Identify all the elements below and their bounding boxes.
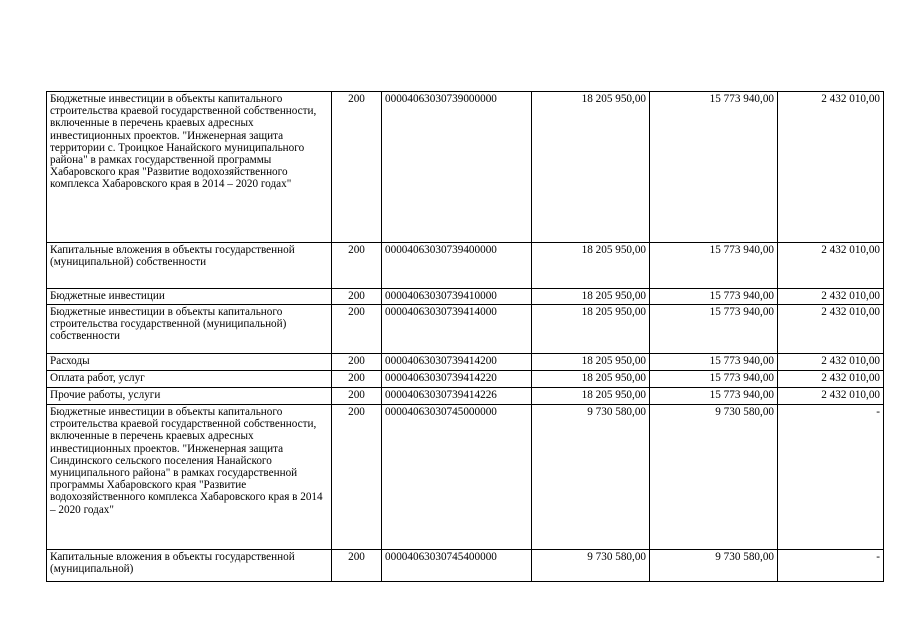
row-value2-cell: 15 773 940,00 [650, 92, 778, 243]
row-value3-cell: 2 432 010,00 [778, 243, 884, 289]
row-name-cell: Капитальные вложения в объекты государственной (муниципальной) собственности [47, 243, 332, 289]
row-csr-cell: 00004063030745000000 [382, 405, 532, 550]
row-value1-cell: 18 205 950,00 [532, 92, 650, 243]
row-name-cell: Бюджетные инвестиции в объекты капитального строительства государственной (муниципальной) собственности [47, 305, 332, 354]
row-value3-cell: - [778, 550, 884, 582]
row-value2-cell: 15 773 940,00 [650, 243, 778, 289]
row-csr-cell: 00004063030739414200 [382, 354, 532, 371]
row-value1-cell: 18 205 950,00 [532, 305, 650, 354]
row-code-cell: 200 [332, 92, 382, 243]
row-code-cell: 200 [332, 354, 382, 371]
row-value2-cell: 9 730 580,00 [650, 550, 778, 582]
row-value1-cell: 9 730 580,00 [532, 405, 650, 550]
row-code-cell: 200 [332, 305, 382, 354]
row-value3-cell: - [778, 405, 884, 550]
row-value3-cell: 2 432 010,00 [778, 289, 884, 305]
table-row [47, 243, 884, 289]
row-code-cell: 200 [332, 550, 382, 582]
row-value3-cell: 2 432 010,00 [778, 354, 884, 371]
row-value2-cell: 9 730 580,00 [650, 405, 778, 550]
row-csr-cell: 00004063030739410000 [382, 289, 532, 305]
row-name-cell: Оплата работ, услуг [47, 371, 332, 388]
row-code-cell: 200 [332, 405, 382, 550]
row-code-cell: 200 [332, 243, 382, 289]
row-code-cell: 200 [332, 289, 382, 305]
table-row [47, 371, 884, 388]
row-csr-cell: 00004063030739000000 [382, 92, 532, 243]
table-row [47, 305, 884, 354]
row-code-cell: 200 [332, 371, 382, 388]
row-value1-cell: 18 205 950,00 [532, 243, 650, 289]
row-csr-cell: 00004063030739400000 [382, 243, 532, 289]
row-csr-cell: 00004063030739414226 [382, 388, 532, 405]
table-row [47, 388, 884, 405]
row-name-cell: Расходы [47, 354, 332, 371]
row-value2-cell: 15 773 940,00 [650, 354, 778, 371]
table-row [47, 354, 884, 371]
table-row [47, 550, 884, 582]
row-code-cell: 200 [332, 388, 382, 405]
row-name-cell: Бюджетные инвестиции в объекты капитального строительства краевой государственной собственности, включенные в перечень краевых адресных инвестиционных проектов. "Инженерная защита территории с. Троицкое Нанайского муниципального района" в рамках государственной программы Хабаровского края "Развитие водохозяйственного комплекса Хабаровского края в 2014 – 2020 годах" [47, 92, 332, 243]
row-value1-cell: 18 205 950,00 [532, 354, 650, 371]
row-value1-cell: 18 205 950,00 [532, 289, 650, 305]
row-csr-cell: 00004063030745400000 [382, 550, 532, 582]
row-value2-cell: 15 773 940,00 [650, 371, 778, 388]
row-value1-cell: 18 205 950,00 [532, 371, 650, 388]
row-name-cell: Капитальные вложения в объекты государственной (муниципальной) [47, 550, 332, 582]
row-name-cell: Прочие работы, услуги [47, 388, 332, 405]
table-row [47, 289, 884, 305]
row-value2-cell: 15 773 940,00 [650, 305, 778, 354]
row-value3-cell: 2 432 010,00 [778, 388, 884, 405]
row-csr-cell: 00004063030739414000 [382, 305, 532, 354]
row-csr-cell: 00004063030739414220 [382, 371, 532, 388]
row-value1-cell: 18 205 950,00 [532, 388, 650, 405]
budget-table [46, 91, 884, 582]
row-value3-cell: 2 432 010,00 [778, 305, 884, 354]
row-value2-cell: 15 773 940,00 [650, 289, 778, 305]
row-value1-cell: 9 730 580,00 [532, 550, 650, 582]
table-row [47, 92, 884, 243]
row-value3-cell: 2 432 010,00 [778, 92, 884, 243]
row-name-cell: Бюджетные инвестиции в объекты капитального строительства краевой государственной собственности, включенные в перечень краевых адресных инвестиционных проектов. "Инженерная защита Синдинского сельского поселения Нанайского муниципального района" в рамках государственной программы Хабаровского края "Развитие водохозяйственного комплекса Хабаровского края в 2014 – 2020 годах" [47, 405, 332, 550]
row-value3-cell: 2 432 010,00 [778, 371, 884, 388]
table-row [47, 405, 884, 550]
row-name-cell: Бюджетные инвестиции [47, 289, 332, 305]
row-value2-cell: 15 773 940,00 [650, 388, 778, 405]
